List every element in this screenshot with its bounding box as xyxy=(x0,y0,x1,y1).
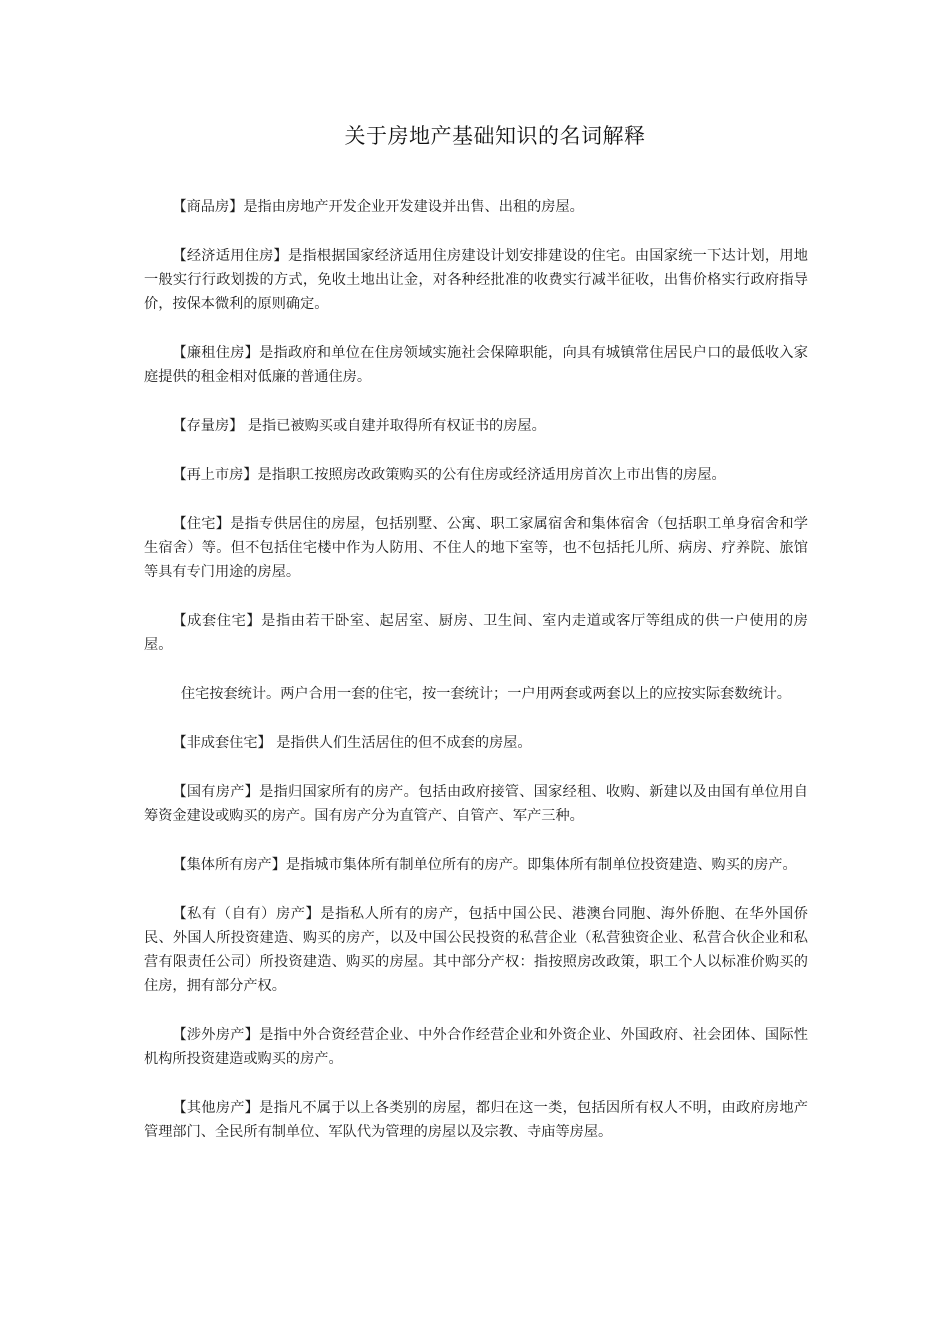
paragraph-residence-counting: 住宅按套统计。两户合用一套的住宅，按一套统计；一户用两套或两套以上的应按实际套数统计。 xyxy=(180,686,791,702)
document-body xyxy=(144,195,808,1169)
paragraph-complete-residence: 【成套住宅】是指由若干卧室、起居室、厨房、卫生间、室内走道或客厅等组成的供一户使用的房屋。 xyxy=(144,613,808,653)
paragraph-residence: 【住宅】是指专供居住的房屋，包括别墅、公寓、职工家属宿舍和集体宿舍（包括职工单身宿舍和学生宿舍）等。但不包括住宅楼中作为人防用、不住人的地下室等，也不包括托儿所、病房、疗养院、旅馆等具有专门用途的房屋。 xyxy=(144,516,808,580)
paragraph-non-complete-residence: 【非成套住宅】 是指供人们生活居住的但不成套的房屋。 xyxy=(172,735,532,751)
paragraph-affordable-housing: 【经济适用住房】是指根据国家经济适用住房建设计划安排建设的住宅。由国家统一下达计划，用地一般实行行政划拨的方式，免收土地出让金，对各种经批准的收费实行减半征收，出售价格实行政府指导价，按保本微利的原则确定。 xyxy=(144,248,808,312)
paragraph-private-property: 【私有（自有）房产】是指私人所有的房产，包括中国公民、港澳台同胞、海外侨胞、在华外国侨民、外国人所投资建造、购买的房产，以及中国公民投资的私营企业（私营独资企业、私营合伙企业和私营有限责任公司）所投资建造、购买的房屋。其中部分产权：指按照房改政策，职工个人以标准价购买的住房，拥有部分产权。 xyxy=(144,906,808,994)
paragraph-relisted-housing: 【再上市房】是指职工按照房改政策购买的公有住房或经济适用房首次上市出售的房屋。 xyxy=(172,467,726,483)
paragraph-collective-property: 【集体所有房产】是指城市集体所有制单位所有的房产。即集体所有制单位投资建造、购买的房产。 xyxy=(172,857,797,873)
paragraph-commercial-housing: 【商品房】是指由房地产开发企业开发建设并出售、出租的房屋。 xyxy=(172,199,584,215)
paragraph-existing-housing: 【存量房】 是指已被购买或自建并取得所有权证书的房屋。 xyxy=(172,418,546,434)
document-title: 关于房地产基础知识的名词解释 xyxy=(344,124,646,148)
paragraph-foreign-related-property: 【涉外房产】是指中外合资经营企业、中外合作经营企业和外资企业、外国政府、社会团体、国际性机构所投资建造或购买的房产。 xyxy=(144,1027,808,1067)
paragraph-other-property: 【其他房产】是指凡不属于以上各类别的房屋，都归在这一类，包括因所有权人不明，由政府房地产管理部门、全民所有制单位、军队代为管理的房屋以及宗教、寺庙等房屋。 xyxy=(144,1100,808,1140)
paragraph-state-owned-property: 【国有房产】是指归国家所有的房产。包括由政府接管、国家经租、收购、新建以及由国有单位用自筹资金建设或购买的房产。国有房产分为直管产、自管产、军产三种。 xyxy=(144,784,808,824)
paragraph-low-rent-housing: 【廉租住房】是指政府和单位在住房领域实施社会保障职能，向具有城镇常住居民户口的最低收入家庭提供的租金相对低廉的普通住房。 xyxy=(144,345,808,385)
